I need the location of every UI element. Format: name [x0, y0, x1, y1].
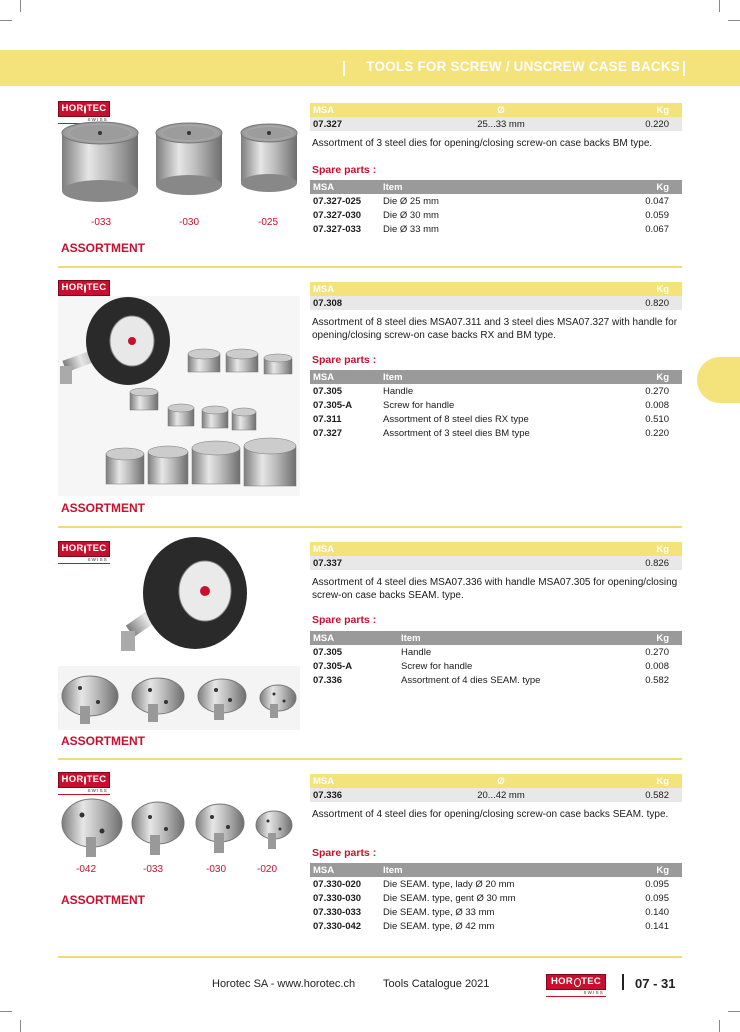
- spare-parts-title: Spare parts :: [312, 847, 377, 859]
- header-divider: [683, 61, 685, 76]
- table-row: 07.330-020 Die SEAM. type, lady Ø 20 mm 0.095: [313, 878, 669, 890]
- table-row: 07.327 Assortment of 3 steel dies BM type 0.220: [313, 427, 669, 439]
- spare-parts-title: Spare parts :: [312, 354, 377, 366]
- die-030-seam-image: [196, 804, 244, 853]
- table-row: 07.330-033 Die SEAM. type, Ø 33 mm 0.140: [313, 906, 669, 918]
- table-row: 07.308 0.820: [310, 296, 682, 310]
- die-size-label: -020: [257, 864, 278, 875]
- table-header: MSA Ø Kg: [310, 103, 682, 117]
- table-row: 07.311 Assortment of 8 steel dies RX type 0.510: [313, 413, 669, 425]
- table-row: 07.327-025 Die Ø 25 mm 0.047: [313, 195, 669, 207]
- crop-mark: [20, 1020, 21, 1032]
- section-label: ASSORTMENT: [61, 241, 145, 255]
- product-table: [310, 103, 682, 131]
- crop-mark: [728, 1011, 740, 1012]
- table-header: MSA Kg: [310, 282, 682, 296]
- die-size-label: -025: [258, 217, 279, 228]
- table-header: MSA Item Kg: [310, 863, 682, 877]
- product-table: [310, 282, 682, 310]
- crop-mark: [20, 0, 21, 12]
- table-row: 07.327-033 Die Ø 33 mm 0.067: [313, 223, 669, 235]
- table-header: MSA Item Kg: [310, 180, 682, 194]
- chapter-tab: [697, 357, 740, 403]
- seam-dies-assortment-image: [60, 795, 300, 861]
- handle-seam-image: [115, 535, 245, 665]
- section-label: ASSORTMENT: [61, 501, 145, 515]
- table-row: 07.336 20...42 mm 0.582: [310, 788, 682, 802]
- table-row: 07.305 Handle 0.270: [313, 646, 669, 658]
- brand-logo: HOR TEC SWISS: [546, 974, 606, 997]
- page-number: 07 - 31: [635, 976, 676, 991]
- handle-dies-kit-image: [58, 296, 300, 496]
- brand-logo: HOR TEC SWISS: [58, 541, 110, 564]
- header-divider: [343, 61, 345, 76]
- product-description: Assortment of 3 steel dies for opening/closing screw-on case backs BM type.: [312, 138, 653, 149]
- brand-logo: HOR TEC: [58, 280, 110, 303]
- spare-parts-table: [310, 631, 682, 687]
- die-size-label: -030: [206, 864, 227, 875]
- die-size-label: -033: [91, 217, 112, 228]
- table-header: MSA Ø Kg: [310, 774, 682, 788]
- table-row: 07.327 25...33 mm 0.220: [310, 117, 682, 131]
- die-size-label: -042: [76, 864, 97, 875]
- die-042-image: [62, 799, 122, 857]
- die-030-image: [156, 123, 222, 195]
- table-header: MSA Item Kg: [310, 631, 682, 645]
- footer-company: Horotec SA - www.horotec.ch: [212, 978, 356, 990]
- section-divider: [58, 758, 682, 760]
- spare-parts-table: [310, 180, 682, 236]
- brand-logo: HOR TEC SWISS: [58, 101, 110, 124]
- die-size-label: -030: [179, 217, 200, 228]
- footer-catalogue: Tools Catalogue 2021: [383, 978, 490, 990]
- seam-dies-image: [58, 666, 300, 730]
- spare-parts-table: [310, 370, 682, 440]
- spare-parts-title: Spare parts :: [312, 164, 377, 176]
- die-025-image: [241, 124, 297, 192]
- die-size-label: -033: [143, 864, 164, 875]
- section-divider: [58, 956, 682, 958]
- die-033-seam-image: [132, 802, 184, 855]
- table-row: 07.330-030 Die SEAM. type, gent Ø 30 mm 0.095: [313, 892, 669, 904]
- product-description: Assortment of 4 steel dies for opening/closing screw-on case backs SEAM. type.: [312, 809, 669, 820]
- section-divider: [58, 266, 682, 268]
- section-label: ASSORTMENT: [61, 893, 145, 907]
- section-label: ASSORTMENT: [61, 734, 145, 748]
- page-title: TOOLS FOR SCREW / UNSCREW CASE BACKS: [366, 59, 680, 74]
- table-header: MSA Kg: [310, 542, 682, 556]
- table-row: 07.305-A Screw for handle 0.008: [313, 660, 669, 672]
- table-row: 07.305-A Screw for handle 0.008: [313, 399, 669, 411]
- spare-parts-table: [310, 863, 682, 933]
- crop-mark: [0, 20, 12, 21]
- brand-logo: HOR TEC SWISS: [58, 772, 110, 795]
- product-description: Assortment of 4 steel dies MSA07.336 with handle MSA07.305 for opening/closing screw-on case backs SEAM. type.: [312, 577, 678, 601]
- die-020-image: [256, 811, 292, 849]
- table-row: 07.337 0.826: [310, 556, 682, 570]
- crop-mark: [719, 1020, 720, 1032]
- crop-mark: [728, 20, 740, 21]
- crop-mark: [0, 1011, 12, 1012]
- table-row: 07.305 Handle 0.270: [313, 385, 669, 397]
- die-033-image: [62, 122, 138, 202]
- product-table: [310, 542, 682, 570]
- table-row: 07.327-030 Die Ø 30 mm 0.059: [313, 209, 669, 221]
- product-table: [310, 774, 682, 802]
- table-row: 07.330-042 Die SEAM. type, Ø 42 mm 0.141: [313, 920, 669, 932]
- product-description: Assortment of 8 steel dies MSA07.311 and 3 steel dies MSA07.327 with handle for opening/closing screw-on case backs RX and BM type.: [312, 317, 678, 341]
- footer-divider: [622, 974, 624, 990]
- table-row: 07.336 Assortment of 4 dies SEAM. type 0.582: [313, 674, 669, 686]
- dies-assortment-image: [58, 118, 298, 213]
- section-divider: [58, 526, 682, 528]
- spare-parts-title: Spare parts :: [312, 614, 377, 626]
- crop-mark: [719, 0, 720, 12]
- table-header: MSA Item Kg: [310, 370, 682, 384]
